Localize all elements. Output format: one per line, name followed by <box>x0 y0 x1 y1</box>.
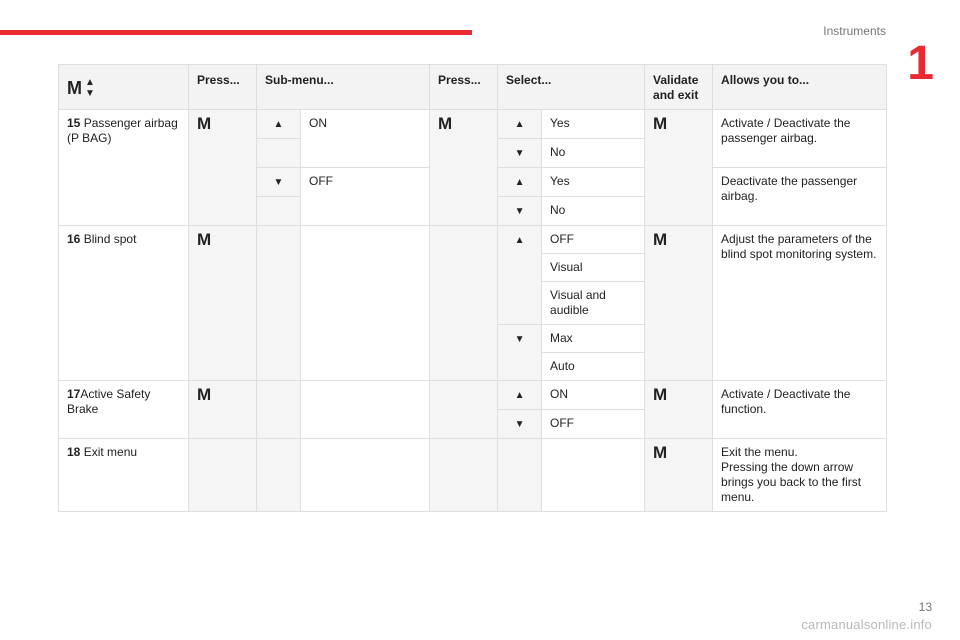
up-icon-cell <box>498 226 542 325</box>
description-cell: Exit the menu. Pressing the down arrow brings you back to the first menu. <box>713 439 887 512</box>
col-select: Select... <box>498 65 645 110</box>
m-button-icon: M <box>67 77 82 98</box>
m-button-icon: M <box>197 114 212 133</box>
m-button-icon: M <box>197 385 212 404</box>
description-cell: Adjust the parameters of the blind spot monitoring system. <box>713 226 887 381</box>
m-icon-cell <box>645 226 713 381</box>
down-arrow-icon: ▼ <box>85 88 95 99</box>
down-icon-cell <box>498 139 542 168</box>
select-option: OFF <box>542 226 645 254</box>
select-option: Yes <box>542 168 645 197</box>
description-cell: Deactivate the passenger airbag. <box>713 168 887 226</box>
table-row <box>59 381 887 410</box>
col-press-2: Press... <box>430 65 498 110</box>
select-option: Max <box>542 325 645 353</box>
up-icon-cell <box>498 168 542 197</box>
description-cell: Activate / Deactivate the passenger airbag. <box>713 110 887 168</box>
down-icon-cell <box>498 325 542 381</box>
table-row <box>59 226 887 254</box>
select-option: Yes <box>542 110 645 139</box>
sub-menu-option: ON <box>301 110 430 168</box>
m-icon-cell <box>189 226 257 381</box>
down-arrow-icon: ▼ <box>514 148 525 159</box>
m-icon-cell <box>430 110 498 226</box>
accent-bar <box>0 30 472 35</box>
table-row <box>59 439 887 512</box>
header-icon-cell <box>59 65 189 110</box>
up-arrow-icon: ▲ <box>514 390 525 401</box>
down-icon-cell <box>257 168 301 197</box>
m-button-icon: M <box>438 114 453 133</box>
select-option: OFF <box>542 410 645 439</box>
select-option: No <box>542 139 645 168</box>
chapter-number: 1 <box>907 37 934 90</box>
col-validate: Validate and exit <box>645 65 713 110</box>
menu-table <box>58 64 887 512</box>
up-icon-cell <box>498 110 542 139</box>
up-arrow-icon: ▲ <box>514 177 525 188</box>
description-cell: Activate / Deactivate the function. <box>713 381 887 439</box>
m-button-icon: M <box>653 385 668 404</box>
m-button-icon: M <box>197 230 212 249</box>
down-arrow-icon: ▼ <box>273 177 284 188</box>
table-header-row <box>59 65 887 110</box>
row-label-cell: 15 Passenger airbag (P BAG) <box>59 110 189 226</box>
m-icon-cell <box>645 439 713 512</box>
select-option: Auto <box>542 353 645 381</box>
up-icon-cell <box>498 381 542 410</box>
m-icon-cell <box>189 110 257 226</box>
up-arrow-icon: ▲ <box>514 119 525 130</box>
m-icon-cell <box>645 110 713 226</box>
up-arrow-icon: ▲ <box>85 77 95 88</box>
select-option: Visual <box>542 254 645 282</box>
col-allows: Allows you to... <box>713 65 887 110</box>
row-label-cell: 16 Blind spot <box>59 226 189 381</box>
m-icon-cell <box>645 381 713 439</box>
select-option: No <box>542 197 645 226</box>
down-arrow-icon: ▼ <box>514 206 525 217</box>
up-icon-cell <box>257 110 301 139</box>
table-row <box>59 110 887 139</box>
m-icon-cell <box>189 381 257 439</box>
col-sub-menu: Sub-menu... <box>257 65 430 110</box>
up-arrow-icon: ▲ <box>273 119 284 130</box>
m-button-icon: M <box>653 230 668 249</box>
m-button-icon: M <box>653 114 668 133</box>
down-arrow-icon: ▼ <box>514 334 525 345</box>
row-label-cell: 18 Exit menu <box>59 439 189 512</box>
section-title: Instruments <box>823 24 886 38</box>
up-arrow-icon: ▲ <box>514 235 525 246</box>
col-press: Press... <box>189 65 257 110</box>
down-icon-cell <box>498 410 542 439</box>
m-button-icon: M <box>653 443 668 462</box>
page-number: 13 <box>918 600 932 614</box>
down-arrow-icon: ▼ <box>514 419 525 430</box>
down-icon-cell <box>498 197 542 226</box>
watermark: carmanualsonline.info <box>801 617 932 632</box>
row-label-cell: 17Active Safety Brake <box>59 381 189 439</box>
select-option: ON <box>542 381 645 410</box>
sub-menu-option: OFF <box>301 168 430 226</box>
select-option: Visual and audible <box>542 282 645 325</box>
